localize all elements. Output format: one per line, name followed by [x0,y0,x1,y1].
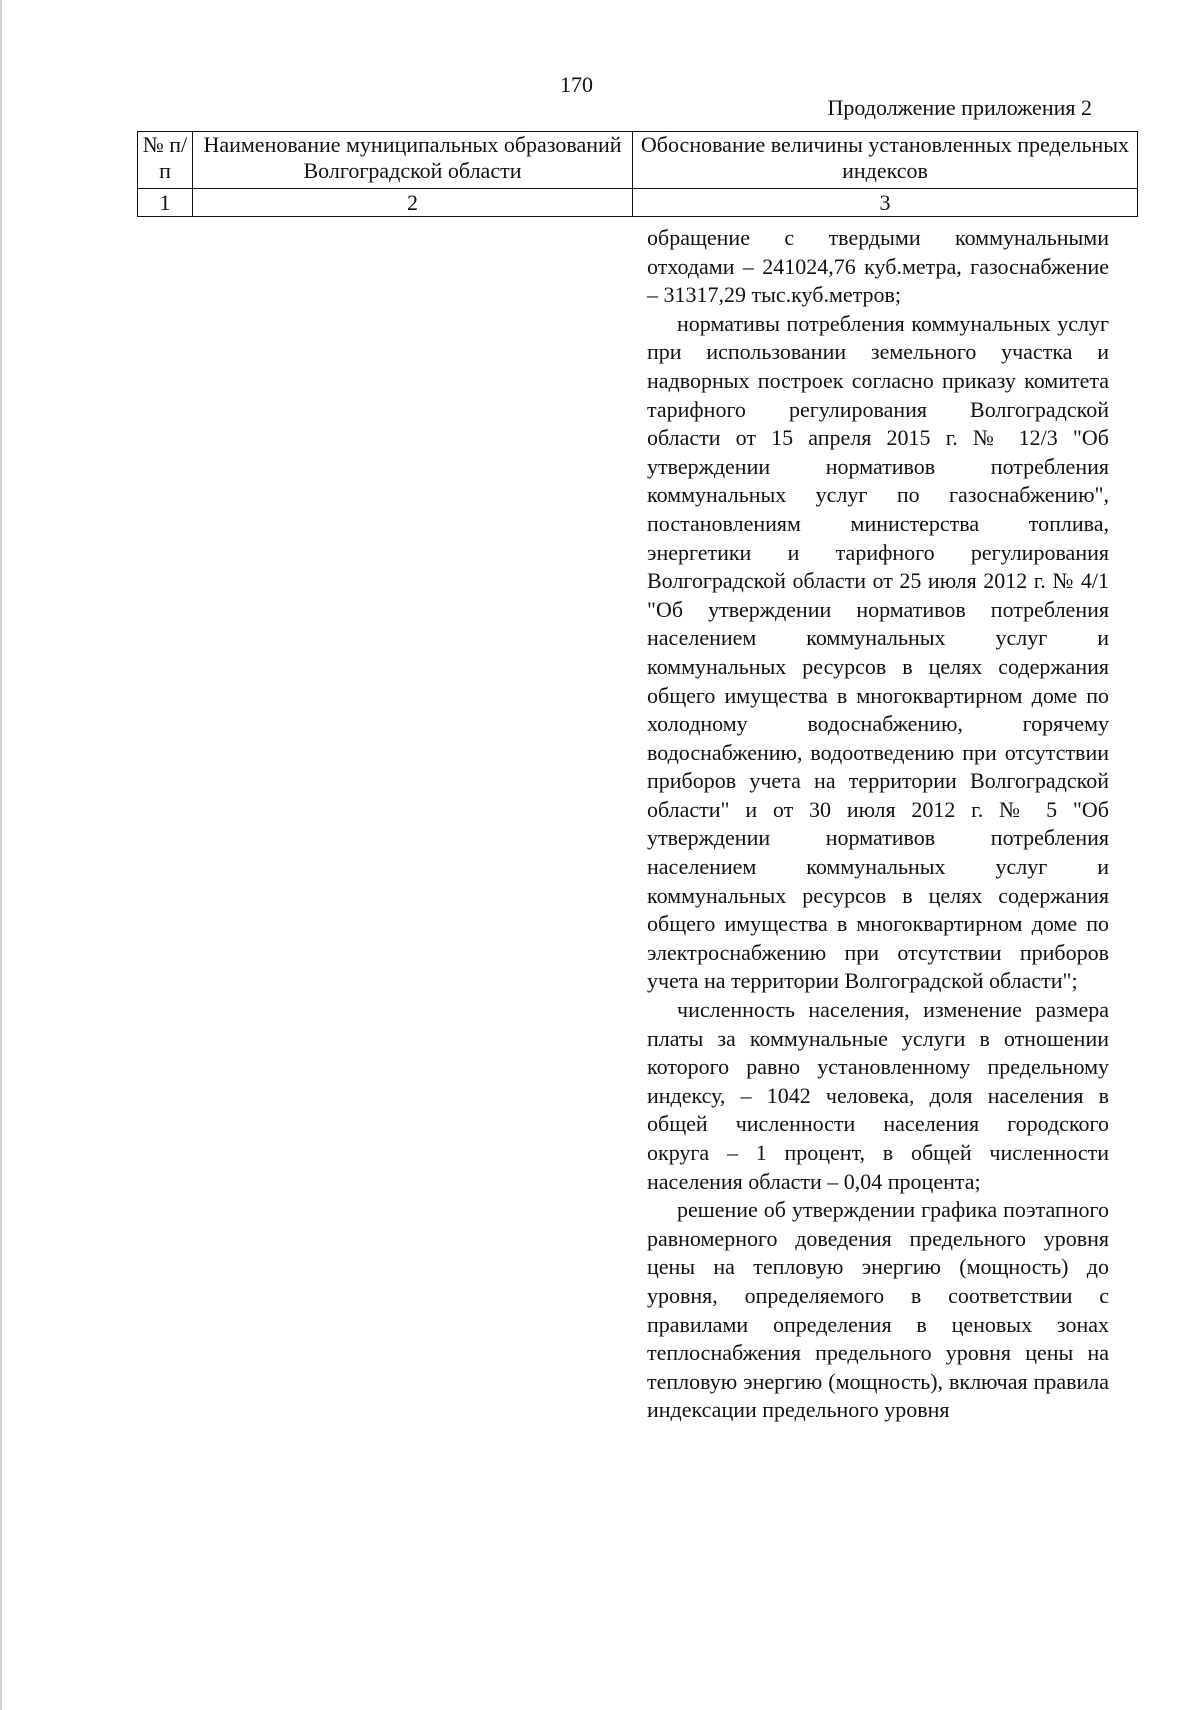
column-number-3: 3 [633,189,1138,217]
appendix-continuation-note: Продолжение приложения 2 [827,95,1092,120]
justification-text-column [647,224,1109,1425]
column-number-row [138,189,1138,217]
column-number-1: 1 [138,189,193,217]
table-header [137,131,1138,217]
paragraph: нормативы потребления коммунальных услуг при использовании земельного участка и надворных построек согласно приказу комитета тарифного регулирования Волгоградской области от 15 апреля 2015 г. № 12/3 "Об утверждении нормативов потребления коммунальных услуг по газоснабжению", постановлениям министерства топлива, энергетики и тарифного регулирования Волгоградской области от 25 июля 2012 г. № 4/1 "Об утверждении нормативов потребления населением коммунальных услуг и коммунальных ресурсов в целях содержания общего имущества в многоквартирном доме по холодному водоснабжению, горячему водоснабжению, водоотведению при отсутствии приборов учета на территории Волгоградской области" и от 30 июля 2012 г. № 5 "Об утверждении нормативов потребления населением коммунальных услуг и коммунальных ресурсов в целях содержания общего имущества в многоквартирном доме по электроснабжению при отсутствии приборов учета на территории Волгоградской области"; [647,310,1109,994]
header-cell-municipality: Наименование муниципальных образований Волгоградской области [193,132,633,189]
header-cell-justification: Обоснование величины установленных предельных индексов [633,132,1138,189]
column-number-2: 2 [193,189,633,217]
scan-edge [0,0,2,1710]
page-number: 170 [560,72,593,97]
paragraph: обращение с твердыми коммунальными отходами – 241024,76 куб.метра, газоснабжение – 31317,29 тыс.куб.метров; [647,225,1109,308]
paragraph: решение об утверждении графика поэтапного равномерного доведения предельного уровня цены на тепловую энергию (мощность) до уровня, определяемого в соответствии с правилами определения в ценовых зонах теплоснабжения предельного уровня цены на тепловую энергию (мощность), включая правила индексации предельного уровня [647,1197,1109,1423]
header-row [138,132,1138,189]
paragraph: численность населения, изменение размера платы за коммунальные услуги в отношении которого равно установленному предельному индексу, – 1042 человека, доля населения в общей численности населения городского округа – 1 процент, в общей численности населения области – 0,04 процента; [647,997,1109,1194]
header-cell-number: № п/п [138,132,193,189]
